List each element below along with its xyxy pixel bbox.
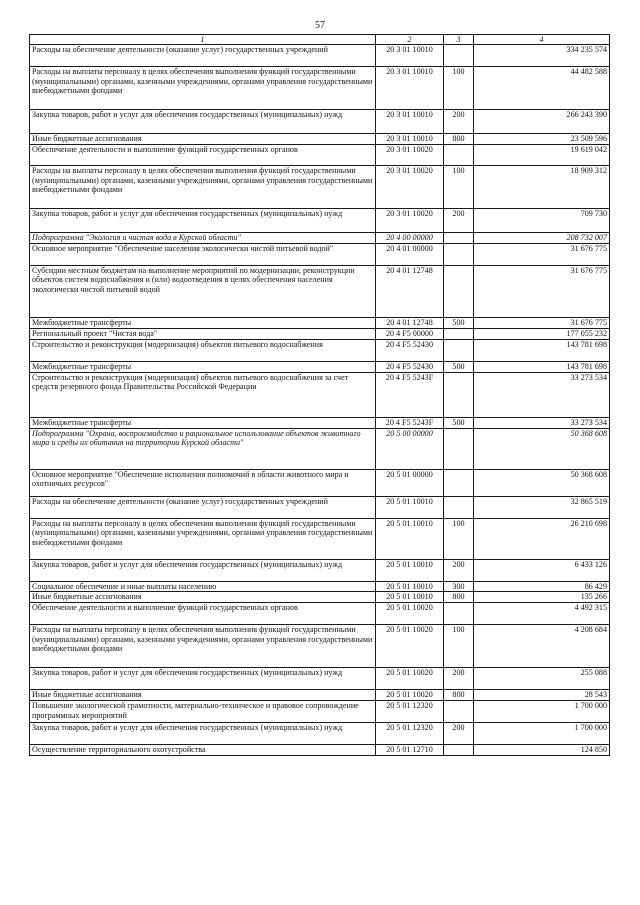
row-type-cell: 500 <box>444 317 474 328</box>
row-code-cell: 20 3 01 10020 <box>376 166 444 209</box>
row-code-cell: 20 4 01 12748 <box>376 265 444 317</box>
row-amount-cell: 19 619 042 <box>474 145 610 166</box>
row-name-cell: Расходы на выплаты персоналу в целях обеспечения выполнения функций государственными (муниципальными) органами, казенными учреждениями, органами управления государственными внебюджетными фондами <box>30 67 376 110</box>
row-type-cell <box>444 469 474 496</box>
row-code-cell: 20 4 01 12748 <box>376 317 444 328</box>
row-name-cell: Расходы на обеспечение деятельности (оказание услуг) государственных учреждений <box>30 496 376 518</box>
row-name-cell: Обеспечение деятельности и выполнение функций государственных органов <box>30 145 376 166</box>
row-type-cell <box>444 496 474 518</box>
row-amount-cell: 33 273 534 <box>474 417 610 428</box>
row-amount-cell: 4 492 315 <box>474 603 610 625</box>
row-name-cell: Подпрограмма "Экология и чистая вода в Курской области" <box>30 233 376 244</box>
row-amount-cell: 143 781 698 <box>474 339 610 361</box>
row-name-cell: Региональный проект "Чистая вода" <box>30 328 376 339</box>
row-name-cell: Закупка товаров, работ и услуг для обеспечения государственных (муниципальных) нужд <box>30 668 376 690</box>
row-name-cell: Иные бюджетные ассигнования <box>30 690 376 701</box>
row-amount-cell: 31 676 775 <box>474 317 610 328</box>
table-row <box>30 625 610 668</box>
row-code-cell: 20 3 01 10010 <box>376 67 444 110</box>
row-type-cell: 100 <box>444 518 474 559</box>
row-type-cell <box>444 233 474 244</box>
row-name-cell: Социальное обеспечение и иные выплаты населению <box>30 581 376 592</box>
row-name-cell: Расходы на выплаты персоналу в целях обеспечения выполнения функций государственными (муниципальными) органами, казенными учреждениями, органами управления государственными внебюджетными фондами <box>30 518 376 559</box>
row-amount-cell: 31 676 775 <box>474 265 610 317</box>
row-name-cell: Основное мероприятие "Обеспечение населения экологически чистой питьевой водой" <box>30 243 376 265</box>
row-name-cell: Межбюджетные трансферты <box>30 417 376 428</box>
row-amount-cell: 31 676 775 <box>474 243 610 265</box>
row-amount-cell: 135 266 <box>474 592 610 603</box>
row-name-cell: Закупка товаров, работ и услуг для обеспечения государственных (муниципальных) нужд <box>30 110 376 134</box>
row-type-cell <box>444 372 474 417</box>
row-code-cell: 20 3 01 10010 <box>376 45 444 67</box>
row-name-cell: Подпрограмма "Охрана, воспроизводство и рациональное использование объектов животного мира и среды их обитания на территории Курской области" <box>30 428 376 469</box>
row-code-cell: 20 4 00 00000 <box>376 233 444 244</box>
row-code-cell: 20 4 F5 00000 <box>376 328 444 339</box>
row-code-cell: 20 5 01 10010 <box>376 559 444 581</box>
table-row <box>30 745 610 756</box>
row-type-cell <box>444 428 474 469</box>
table-row <box>30 701 610 723</box>
row-code-cell: 20 4 01 00000 <box>376 243 444 265</box>
table-row <box>30 428 610 469</box>
table-row <box>30 317 610 328</box>
row-code-cell: 20 5 01 10020 <box>376 690 444 701</box>
row-type-cell: 200 <box>444 209 474 233</box>
row-amount-cell: 50 368 608 <box>474 428 610 469</box>
row-code-cell: 20 4 F5 5243F <box>376 372 444 417</box>
table-row <box>30 559 610 581</box>
row-code-cell: 20 5 01 10020 <box>376 603 444 625</box>
row-code-cell: 20 4 F5 52430 <box>376 361 444 372</box>
row-amount-cell: 255 088 <box>474 668 610 690</box>
row-name-cell: Расходы на выплаты персоналу в целях обеспечения выполнения функций государственными (муниципальными) органами, казенными учреждениями, органами управления государственными внебюджетными фондами <box>30 166 376 209</box>
table-row <box>30 67 610 110</box>
row-code-cell: 20 5 01 10010 <box>376 496 444 518</box>
row-type-cell <box>444 328 474 339</box>
row-amount-cell: 50 368 608 <box>474 469 610 496</box>
column-header-row <box>30 35 610 45</box>
row-type-cell <box>444 243 474 265</box>
row-name-cell: Межбюджетные трансферты <box>30 317 376 328</box>
row-name-cell: Основное мероприятие "Обеспечение исполнения полномочий в области животного мира и охотничьих ресурсов" <box>30 469 376 496</box>
row-type-cell: 200 <box>444 559 474 581</box>
row-amount-cell: 6 433 126 <box>474 559 610 581</box>
row-amount-cell: 143 781 698 <box>474 361 610 372</box>
table-row <box>30 723 610 745</box>
row-name-cell: Осуществление территориального охотустройства <box>30 745 376 756</box>
row-amount-cell: 124 850 <box>474 745 610 756</box>
row-amount-cell: 1 700 000 <box>474 723 610 745</box>
table-row <box>30 690 610 701</box>
row-code-cell: 20 5 01 12320 <box>376 723 444 745</box>
table-row <box>30 110 610 134</box>
row-type-cell <box>444 265 474 317</box>
row-type-cell: 500 <box>444 361 474 372</box>
row-name-cell: Иные бюджетные ассигнования <box>30 592 376 603</box>
budget-table <box>29 34 610 756</box>
row-name-cell: Закупка товаров, работ и услуг для обеспечения государственных (муниципальных) нужд <box>30 559 376 581</box>
table-row <box>30 145 610 166</box>
row-type-cell: 200 <box>444 668 474 690</box>
row-amount-cell: 33 273 534 <box>474 372 610 417</box>
row-type-cell: 800 <box>444 592 474 603</box>
table-row <box>30 592 610 603</box>
row-amount-cell: 177 055 232 <box>474 328 610 339</box>
table-row <box>30 166 610 209</box>
table-row <box>30 361 610 372</box>
row-name-cell: Обеспечение деятельности и выполнение функций государственных органов <box>30 603 376 625</box>
row-type-cell: 500 <box>444 417 474 428</box>
table-row <box>30 265 610 317</box>
table-row <box>30 603 610 625</box>
table-row <box>30 581 610 592</box>
table-row <box>30 417 610 428</box>
row-type-cell: 800 <box>444 134 474 145</box>
row-name-cell: Расходы на выплаты персоналу в целях обеспечения выполнения функций государственными (муниципальными) органами, казенными учреждениями, органами управления государственными внебюджетными фондами <box>30 625 376 668</box>
row-amount-cell: 208 732 007 <box>474 233 610 244</box>
row-type-cell: 800 <box>444 690 474 701</box>
row-amount-cell: 18 909 312 <box>474 166 610 209</box>
row-type-cell: 300 <box>444 581 474 592</box>
column-header-type: 3 <box>444 35 474 45</box>
row-amount-cell: 86 429 <box>474 581 610 592</box>
column-header-amount: 4 <box>474 35 610 45</box>
row-amount-cell: 709 730 <box>474 209 610 233</box>
row-name-cell: Повышение экологической грамотности, материально-техническое и правовое сопровождение программных мероприятий <box>30 701 376 723</box>
table-row <box>30 496 610 518</box>
row-type-cell <box>444 145 474 166</box>
row-type-cell <box>444 603 474 625</box>
row-amount-cell: 26 210 698 <box>474 518 610 559</box>
table-row <box>30 518 610 559</box>
table-row <box>30 328 610 339</box>
row-type-cell <box>444 45 474 67</box>
row-type-cell: 200 <box>444 723 474 745</box>
row-code-cell: 20 5 01 12710 <box>376 745 444 756</box>
row-name-cell: Закупка товаров, работ и услуг для обеспечения государственных (муниципальных) нужд <box>30 723 376 745</box>
row-code-cell: 20 3 01 10010 <box>376 134 444 145</box>
column-header-name: 1 <box>30 35 376 45</box>
table-row <box>30 233 610 244</box>
table-row <box>30 134 610 145</box>
row-code-cell: 20 4 F5 52430 <box>376 339 444 361</box>
row-type-cell <box>444 701 474 723</box>
row-code-cell: 20 4 F5 5243F <box>376 417 444 428</box>
row-name-cell: Субсидии местным бюджетам на выполнение мероприятий по модернизации, реконструкции объектов систем водоснабжения и (или) водоотведения в целях обеспечения населения экологически чистой питьевой водой <box>30 265 376 317</box>
table-row <box>30 45 610 67</box>
row-type-cell <box>444 745 474 756</box>
row-type-cell: 100 <box>444 166 474 209</box>
row-code-cell: 20 5 01 10010 <box>376 518 444 559</box>
row-name-cell: Расходы на обеспечение деятельности (оказание услуг) государственных учреждений <box>30 45 376 67</box>
page-number: 57 <box>315 20 325 31</box>
row-amount-cell: 23 509 596 <box>474 134 610 145</box>
row-code-cell: 20 5 01 10020 <box>376 668 444 690</box>
table-row <box>30 469 610 496</box>
row-name-cell: Закупка товаров, работ и услуг для обеспечения государственных (муниципальных) нужд <box>30 209 376 233</box>
row-code-cell: 20 5 01 12320 <box>376 701 444 723</box>
row-code-cell: 20 5 01 10010 <box>376 592 444 603</box>
row-name-cell: Строительство и реконструкция (модернизация) объектов питьевого водоснабжения за счет средств резервного фонда Правительства Российской Федерации <box>30 372 376 417</box>
row-amount-cell: 44 482 588 <box>474 67 610 110</box>
column-header-code: 2 <box>376 35 444 45</box>
row-name-cell: Иные бюджетные ассигнования <box>30 134 376 145</box>
row-type-cell: 100 <box>444 67 474 110</box>
row-amount-cell: 32 865 519 <box>474 496 610 518</box>
row-code-cell: 20 5 01 10010 <box>376 581 444 592</box>
table-row <box>30 209 610 233</box>
row-code-cell: 20 3 01 10020 <box>376 145 444 166</box>
table-row <box>30 243 610 265</box>
row-amount-cell: 1 700 000 <box>474 701 610 723</box>
row-type-cell <box>444 339 474 361</box>
row-code-cell: 20 3 01 10020 <box>376 209 444 233</box>
row-name-cell: Строительство и реконструкция (модернизация) объектов питьевого водоснабжения <box>30 339 376 361</box>
row-type-cell: 200 <box>444 110 474 134</box>
row-amount-cell: 334 235 574 <box>474 45 610 67</box>
row-type-cell: 100 <box>444 625 474 668</box>
row-code-cell: 20 5 01 00000 <box>376 469 444 496</box>
row-amount-cell: 266 243 390 <box>474 110 610 134</box>
row-amount-cell: 4 208 684 <box>474 625 610 668</box>
row-code-cell: 20 3 01 10010 <box>376 110 444 134</box>
table-row <box>30 372 610 417</box>
row-code-cell: 20 5 00 00000 <box>376 428 444 469</box>
row-code-cell: 20 5 01 10020 <box>376 625 444 668</box>
table-row <box>30 339 610 361</box>
row-amount-cell: 28 543 <box>474 690 610 701</box>
table-row <box>30 668 610 690</box>
row-name-cell: Межбюджетные трансферты <box>30 361 376 372</box>
